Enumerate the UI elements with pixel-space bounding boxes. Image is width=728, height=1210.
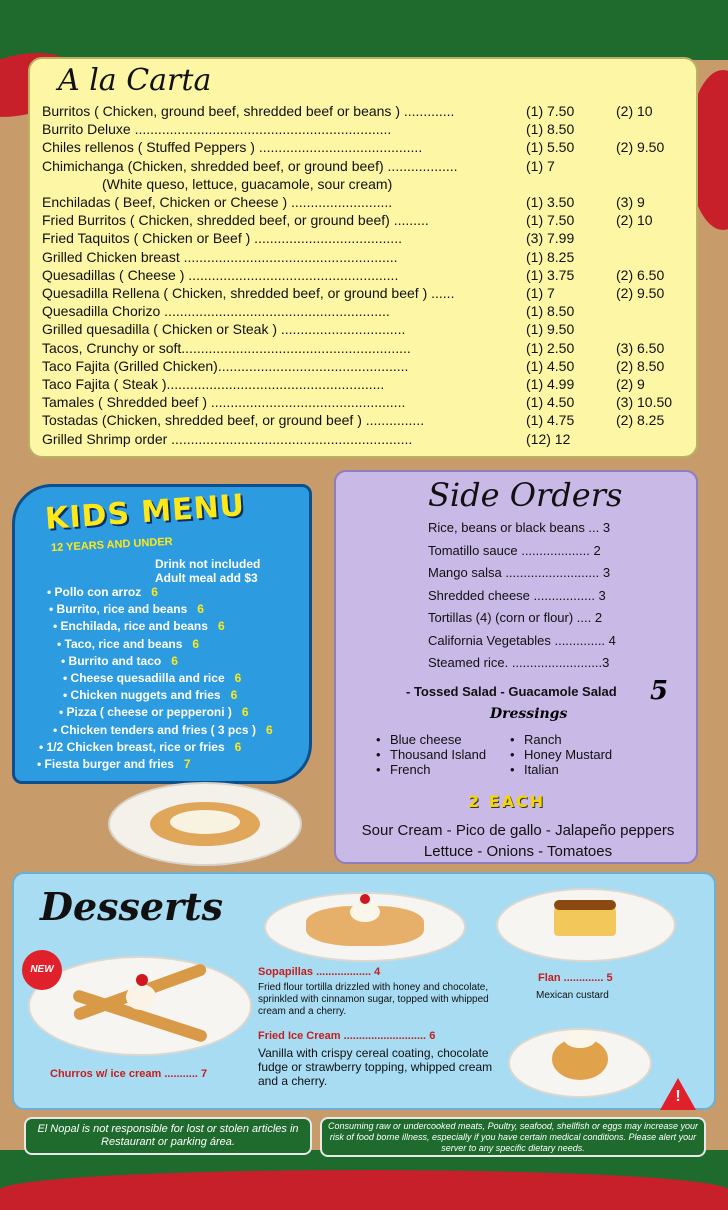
menu-item-price-1: (1) 4.75 <box>526 412 575 429</box>
each-label: 2 EACH <box>468 792 546 811</box>
kids-item-name: Taco, rice and beans <box>64 636 183 651</box>
bullet: • <box>61 653 69 668</box>
cherry <box>136 974 148 986</box>
menu-item-name: Quesadilla Chorizo .......................................................... <box>42 303 390 320</box>
kids-item-price: 6 <box>192 636 200 651</box>
menu-item-row <box>42 412 692 430</box>
kids-item-name: 1/2 Chicken breast, rice or fries <box>46 739 225 754</box>
a-la-carta-title: A la Carta <box>58 63 212 98</box>
menu-item-row <box>42 394 692 412</box>
bullet: • <box>57 636 65 651</box>
bullet: • <box>510 747 515 762</box>
menu-item-name: Tacos, Crunchy or soft........................................................... <box>42 339 411 356</box>
menu-item-name: Fried Burritos ( Chicken, shredded beef, or ground beef) ......... <box>42 212 429 229</box>
menu-item-price-1: (1) 8.50 <box>526 303 575 320</box>
menu-item-price-2: (3) 10.50 <box>616 394 673 411</box>
dressing-item: Italian • <box>510 762 559 777</box>
menu-item-name: Quesadilla Rellena ( Chicken, shredded beef, or ground beef ) ...... <box>42 285 455 301</box>
menu-item-price-1: (1) 2.50 <box>526 339 575 356</box>
menu-item-row <box>42 431 692 449</box>
menu-item-price-2: (2) 9 <box>616 376 645 392</box>
bullet: • <box>59 705 67 720</box>
kids-item-price: 6 <box>217 619 225 634</box>
kids-item-price: 6 <box>151 585 158 599</box>
top-green-band <box>0 0 728 60</box>
kids-menu-item <box>47 585 158 599</box>
condiments-line-1: Sour Cream - Pico de gallo - Jalapeño peppers <box>361 822 675 839</box>
menu-item-name: Taco Fajita ( Steak )........................................................ <box>42 376 385 392</box>
sopapillas-name: Sopapillas .................. 4 <box>258 966 381 978</box>
kids-item-price: 7 <box>183 757 191 771</box>
menu-item-row <box>42 230 692 248</box>
bullet: • <box>49 602 57 617</box>
bullet: • <box>53 722 61 737</box>
fried-ice-cream-description: Vanilla with crispy cereal coating, chocolate fudge or strawberry topping, whipped cream and a cherry. <box>258 1046 493 1088</box>
menu-item-row <box>42 249 692 267</box>
kids-item-name: Chicken nuggets and fries <box>70 688 221 703</box>
bullet: • <box>63 688 71 703</box>
side-order-item: California Vegetables .............. 4 <box>428 632 616 648</box>
fried-ice-cream-name: Fried Ice Cream ........................... 6 <box>258 1030 436 1042</box>
kids-food-plate-image <box>108 782 302 866</box>
menu-item-price-2: (2) 6.50 <box>616 266 665 283</box>
menu-item-price-2: (2) 10 <box>616 103 653 119</box>
side-order-item: Mango salsa .......................... 3 <box>428 565 611 580</box>
menu-item-name: Chiles rellenos ( Stuffed Peppers ) .......................................... <box>42 139 423 156</box>
salad-price: 5 <box>650 676 669 706</box>
kids-menu-item <box>49 602 204 616</box>
menu-item-row <box>42 321 692 339</box>
churros-name: Churros w/ ice cream ........... 7 <box>50 1068 208 1080</box>
flan-plate-image <box>496 888 676 962</box>
kids-item-price: 6 <box>197 602 204 617</box>
menu-item-name: Chimichanga (Chicken, shredded beef, or ground beef) .................. <box>42 157 458 174</box>
kids-menu-title: KIDS MENU <box>44 488 247 537</box>
kids-item-name: Fiesta burger and fries <box>44 757 174 771</box>
menu-item-price-1: (1) 7.50 <box>526 212 575 229</box>
dressing-item: Ranch • <box>510 732 562 747</box>
menu-item-row <box>42 340 692 358</box>
kids-menu-item <box>59 705 249 719</box>
sopapillas-description: Fried flour tortilla drizzled with honey and chocolate, sprinkled with cinnamon sugar, topped with whipped cream and a cherry. <box>258 982 489 1017</box>
kids-item-price: 6 <box>265 722 273 737</box>
side-order-item: Tortillas (4) (corn or flour) .... 2 <box>428 610 603 625</box>
bullet: • <box>376 747 381 762</box>
kids-item-name: Enchilada, rice and beans <box>60 619 208 634</box>
kids-item-name: Burrito and taco <box>68 653 162 668</box>
kids-menu-item <box>53 619 225 633</box>
menu-item-price-1: (3) 7.99 <box>526 230 575 247</box>
bullet: • <box>376 762 381 777</box>
side-order-item: Steamed rice. .........................3 <box>428 655 610 670</box>
menu-item-price-1: (1) 8.25 <box>526 248 575 265</box>
menu-item-price-1: (1) 7 <box>526 285 555 301</box>
menu-item-row <box>42 303 692 321</box>
menu-item-price-2: (3) 9 <box>616 194 645 210</box>
menu-item-price-2: (2) 9.50 <box>616 285 665 301</box>
desserts-title: Desserts <box>40 884 224 929</box>
menu-item-price-2: (3) 6.50 <box>616 339 665 356</box>
menu-item-price-2: (2) 8.25 <box>616 412 665 429</box>
kids-menu-item <box>37 757 191 771</box>
menu-item-row <box>42 212 692 230</box>
sopapillas-plate-image <box>264 892 466 962</box>
kids-menu-item <box>63 688 237 702</box>
menu-item-row <box>42 103 692 121</box>
menu-item-name: Fried Taquitos ( Chicken or Beef ) ...................................... <box>42 230 402 247</box>
menu-item-price-2: (2) 8.50 <box>616 357 665 374</box>
kids-menu-item <box>57 637 199 651</box>
bullet: • <box>63 671 71 685</box>
menu-item-name: Taco Fajita (Grilled Chicken)................................................. <box>42 357 409 374</box>
menu-item-price-1: (12) 12 <box>526 430 571 447</box>
kids-menu-item <box>63 671 241 685</box>
menu-item-name: Quesadillas ( Cheese ) ...................................................... <box>42 266 399 283</box>
side-orders-title: Side Orders <box>428 476 623 514</box>
menu-item-name: Grilled Chicken breast ....................................................... <box>42 248 398 265</box>
desserts-panel <box>12 872 716 1110</box>
menu-item-name: Tamales ( Shredded beef ) .................................................. <box>42 394 406 411</box>
menu-item-name: Tostadas (Chicken, shredded beef, or ground beef ) ............... <box>42 412 425 429</box>
kids-menu-item <box>39 740 241 754</box>
menu-item-price-1: (1) 9.50 <box>526 321 575 338</box>
side-order-item: Shredded cheese ................. 3 <box>428 587 606 603</box>
kids-item-name: Burrito, rice and beans <box>56 602 188 617</box>
whipped-cream <box>564 1030 596 1048</box>
dressing-item: Blue cheese • <box>376 732 462 747</box>
bullet: • <box>39 739 47 754</box>
kids-menu-panel <box>12 484 312 784</box>
kids-item-price: 6 <box>234 739 242 754</box>
menu-item-price-1: (1) 3.50 <box>526 194 575 210</box>
new-badge: NEW <box>22 950 62 990</box>
menu-item-row <box>42 358 692 376</box>
flan-name: Flan ............. 5 <box>538 972 613 984</box>
menu-item-price-1: (1) 5.50 <box>526 139 575 156</box>
side-order-item: Tomatillo sauce ................... 2 <box>428 542 601 558</box>
flan-description: Mexican custard <box>536 990 609 1001</box>
menu-item-row <box>42 194 692 212</box>
menu-item-price-1: (1) 4.50 <box>526 394 575 411</box>
kids-item-name: Pizza ( cheese or pepperoni ) <box>66 705 232 720</box>
kids-item-name: Cheese quesadilla and rice <box>70 671 225 685</box>
bullet: • <box>510 732 515 747</box>
bullet: • <box>37 757 45 771</box>
footer-disclaimer-left: El Nopal is not responsible for lost or stolen articles in Restaurant or parking área. <box>24 1117 312 1155</box>
warning-exclamation: ! <box>675 1088 681 1105</box>
fried-ice-cream-plate-image <box>508 1028 652 1098</box>
menu-item-row <box>42 121 692 139</box>
kids-item-price: 6 <box>234 671 242 685</box>
kids-menu-item <box>53 723 273 737</box>
dressing-item: Honey Mustard • <box>510 747 613 762</box>
menu-item-row <box>42 285 692 303</box>
menu-item-price-2: (2) 9.50 <box>616 139 665 156</box>
bullet: • <box>53 619 61 634</box>
dressing-item: French • <box>376 762 431 777</box>
menu-item-name: Burritos ( Chicken, ground beef, shredded beef or beans ) ............. <box>42 103 455 119</box>
menu-item-price-1: (1) 7 <box>526 157 555 174</box>
menu-item-price-1: (1) 4.50 <box>526 357 575 374</box>
menu-item-price-1: (1) 3.75 <box>526 266 575 283</box>
cherry <box>360 894 370 904</box>
kids-menu-subtitle: 12 YEARS AND UNDER <box>50 535 173 555</box>
menu-item-price-2: (2) 10 <box>616 212 653 229</box>
menu-item-name: (White queso, lettuce, guacamole, sour cream) <box>102 175 393 192</box>
side-order-item: Rice, beans or black beans ... 3 <box>428 520 611 535</box>
kids-item-name: Pollo con arroz <box>54 585 142 599</box>
footer-disclaimer-right: Consuming raw or undercooked meats, Poultry, seafood, shellfish or eggs may increase your risk of food borne illness, especially if you have certain medical conditions. Please alert your server to any specific dietary needs. <box>320 1117 706 1157</box>
a-la-carta-panel <box>28 57 698 458</box>
menu-item-price-1: (1) 7.50 <box>526 103 575 119</box>
menu-item-name: Burrito Deluxe .................................................................. <box>42 121 392 138</box>
menu-item-price-1: (1) 4.99 <box>526 376 575 392</box>
menu-item-name: Enchiladas ( Beef, Chicken or Cheese ) .......................... <box>42 194 393 210</box>
kids-food-sauce <box>170 810 240 834</box>
salad-line: - Tossed Salad - Guacamole Salad <box>406 684 617 699</box>
kids-drink-note: Drink not included <box>155 557 261 571</box>
menu-item-name: Grilled quesadilla ( Chicken or Steak ) ................................ <box>42 321 406 338</box>
kids-adult-note: Adult meal add $3 <box>155 571 258 585</box>
kids-item-price: 6 <box>171 653 178 668</box>
menu-item-row <box>42 176 692 194</box>
menu-item-row <box>42 139 692 157</box>
side-orders-panel <box>334 470 698 864</box>
menu-item-row <box>42 158 692 176</box>
menu-item-price-1: (1) 8.50 <box>526 121 575 138</box>
menu-item-name: Grilled Shrimp order .............................................................. <box>42 430 413 447</box>
kids-item-price: 6 <box>241 705 249 720</box>
menu-item-row <box>42 267 692 285</box>
bullet: • <box>376 732 381 747</box>
bottom-red-swoosh <box>0 1170 728 1210</box>
kids-menu-item <box>61 654 178 668</box>
kids-item-price: 6 <box>230 688 238 703</box>
kids-item-name: Chicken tenders and fries ( 3 pcs ) <box>60 722 256 737</box>
dressings-title: Dressings <box>490 706 568 722</box>
caramel <box>554 900 616 910</box>
menu-item-row <box>42 376 692 394</box>
bullet: • <box>510 762 515 777</box>
bullet: • <box>47 585 55 599</box>
whipped-cream <box>350 902 380 922</box>
dressing-item: Thousand Island • <box>376 747 487 762</box>
condiments-line-2: Lettuce - Onions - Tomatoes <box>423 843 613 860</box>
ice-cream-scoop <box>126 984 156 1010</box>
